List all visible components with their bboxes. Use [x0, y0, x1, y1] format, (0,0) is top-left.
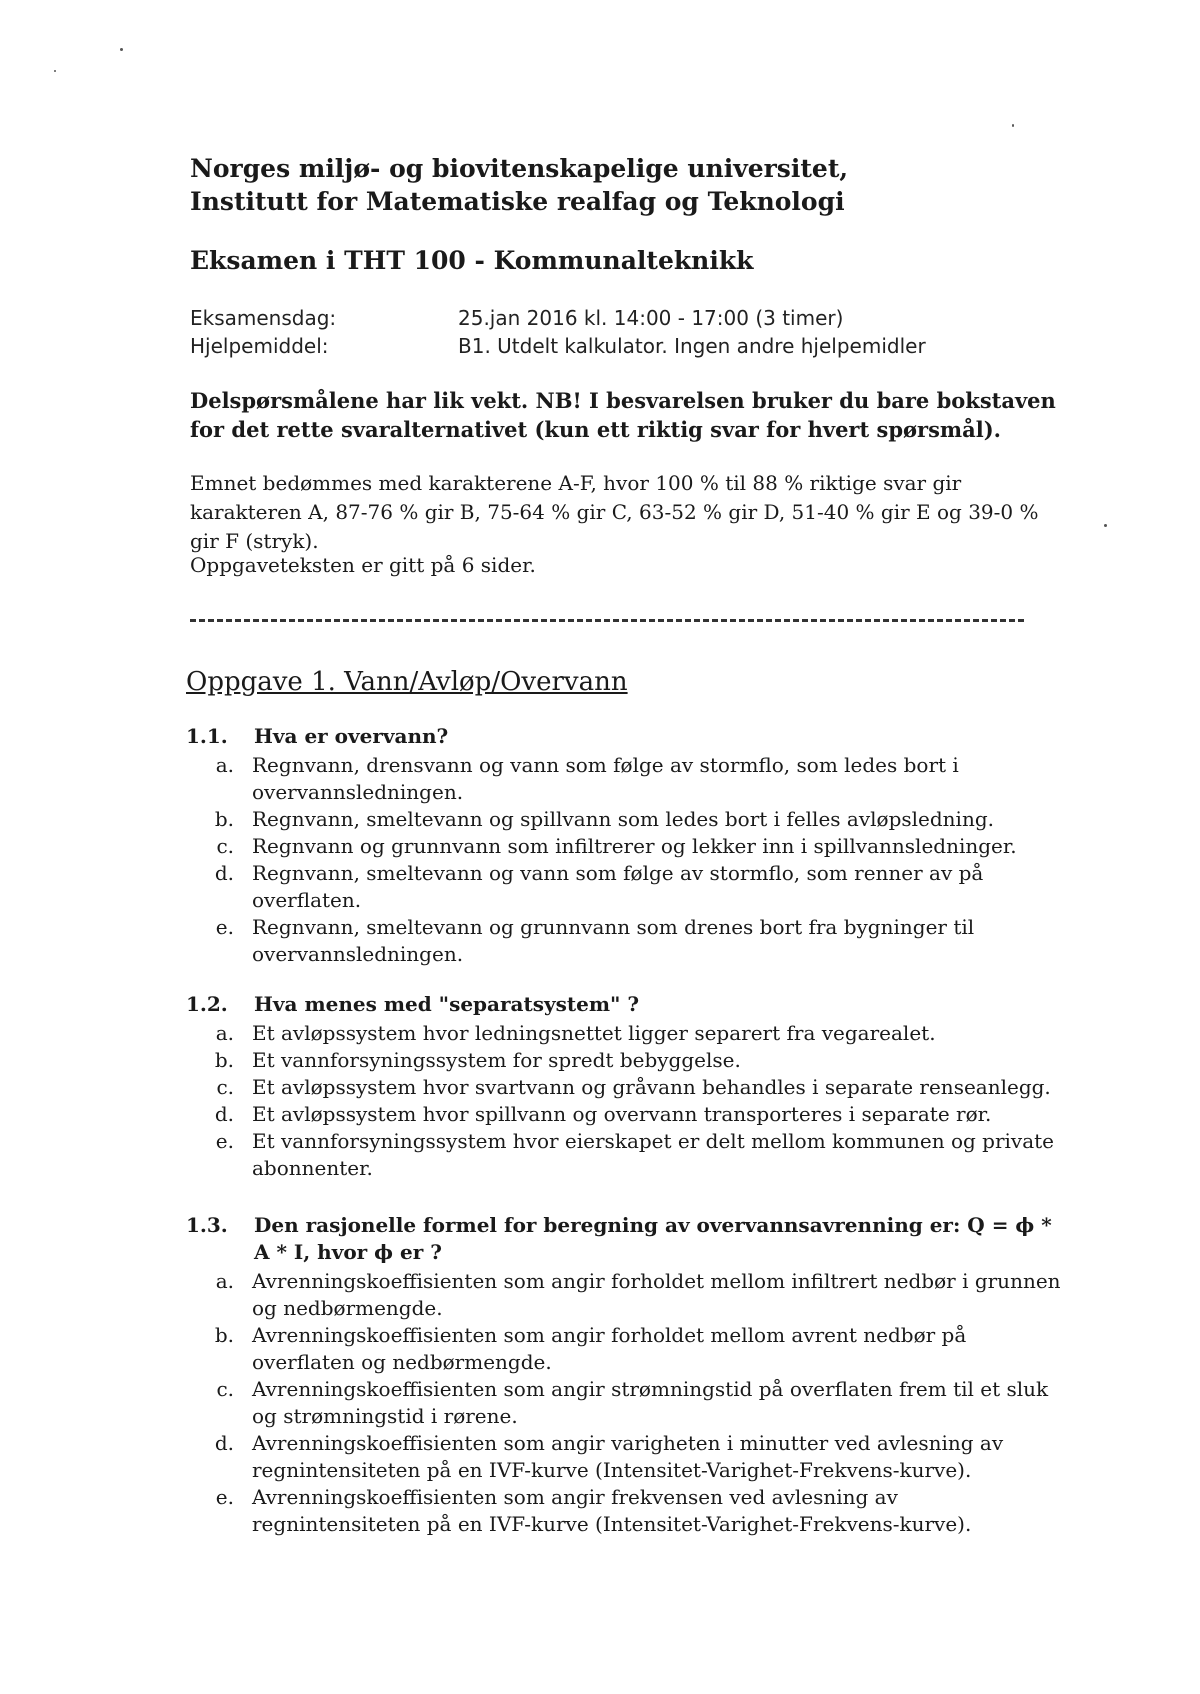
- answer-letter: a.: [215, 1021, 234, 1045]
- answer-letter: d.: [214, 861, 234, 885]
- question-1-3: [186, 1212, 1066, 1538]
- answer-text: Regnvann, smeltevann og spillvann som ledes bort i felles avløpsledning.: [252, 807, 994, 831]
- answer-letter: c.: [216, 834, 234, 858]
- scan-speck: [1012, 124, 1014, 127]
- answer-option: [186, 914, 1066, 968]
- answer-option: [186, 1268, 1066, 1322]
- institution-heading: [190, 152, 848, 218]
- answer-text: Regnvann og grunnvann som infiltrerer og lekker inn i spillvannsledninger.: [252, 834, 1017, 858]
- answer-letter: c.: [216, 1075, 234, 1099]
- answer-option: [186, 752, 1066, 806]
- answer-list: [186, 752, 1066, 968]
- answer-text: Et vannforsyningssystem hvor eierskapet er delt mellom kommunen og private abonnenter.: [252, 1129, 1055, 1180]
- question-text: Hva menes med "separatsystem" ?: [254, 992, 640, 1016]
- answer-letter: a.: [215, 1269, 234, 1293]
- answer-option: [186, 806, 1066, 833]
- answer-option: [186, 1020, 1066, 1047]
- answer-option: [186, 833, 1066, 860]
- answer-list: [186, 1268, 1066, 1538]
- answer-option: [186, 1128, 1066, 1182]
- answer-option: [186, 1430, 1066, 1484]
- question-number: 1.1.: [186, 724, 228, 748]
- aids-label: Hjelpemiddel:: [190, 334, 329, 358]
- answer-letter: d.: [214, 1431, 234, 1455]
- question-header: [186, 991, 1066, 1018]
- answer-option: [186, 1101, 1066, 1128]
- answer-text: Et avløpssystem hvor ledningsnettet ligger separert fra vegarealet.: [252, 1021, 936, 1045]
- answer-option: [186, 1484, 1066, 1538]
- answer-letter: a.: [215, 753, 234, 777]
- department-name: Institutt for Matematiske realfag og Teknologi: [190, 187, 845, 216]
- question-1-2: [186, 991, 1066, 1182]
- answer-letter: e.: [215, 915, 234, 939]
- answer-text: Avrenningskoeffisienten som angir forholdet mellom infiltrert nedbør i grunnen og nedbørmengde.: [252, 1269, 1061, 1320]
- answer-list: [186, 1020, 1066, 1182]
- exam-instructions: Delspørsmålene har lik vekt. NB! I besvarelsen bruker du bare bokstaven for det rette svaralternativet (kun ett riktig svar for hvert spørsmål).: [190, 388, 1056, 442]
- answer-text: Et avløpssystem hvor spillvann og overvann transporteres i separate rør.: [252, 1102, 992, 1126]
- scan-speck: [54, 70, 56, 72]
- section-title: Oppgave 1. Vann/Avløp/Overvann: [186, 667, 628, 697]
- answer-letter: d.: [214, 1102, 234, 1126]
- answer-letter: b.: [214, 1048, 234, 1072]
- answer-text: Avrenningskoeffisienten som angir varigheten i minutter ved avlesning av regnintensiteten på en IVF-kurve (Intensitet-Varighet-Frekvens-kurve).: [252, 1431, 1004, 1482]
- institution-name: Norges miljø- og biovitenskapelige universitet,: [190, 154, 849, 183]
- question-header: [186, 723, 1066, 750]
- answer-text: Regnvann, drensvann og vann som følge av stormflo, som ledes bort i overvannsledningen.: [252, 753, 959, 804]
- exam-date-value: 25.jan 2016 kl. 14:00 - 17:00 (3 timer): [458, 306, 844, 330]
- answer-text: Avrenningskoeffisienten som angir strømningstid på overflaten frem til et sluk og strømningstid i rørene.: [252, 1377, 1049, 1428]
- answer-text: Et vannforsyningssystem for spredt bebyggelse.: [252, 1048, 741, 1072]
- answer-option: [186, 1376, 1066, 1430]
- answer-text: Avrenningskoeffisienten som angir frekvensen ved avlesning av regnintensiteten på en IVF-kurve (Intensitet-Varighet-Frekvens-kurve).: [252, 1485, 972, 1536]
- answer-letter: c.: [216, 1377, 234, 1401]
- grading-info: Emnet bedømmes med karakterene A-F, hvor 100 % til 88 % riktige svar gir karakteren A, 87-76 % gir B, 75-64 % gir C, 63-52 % gir D, 51-40 % gir E og 39-0 % gir F (stryk).: [190, 471, 1039, 553]
- question-header: [186, 1212, 1066, 1266]
- answer-text: Regnvann, smeltevann og grunnvann som drenes bort fra bygninger til overvannsledningen.: [252, 915, 975, 966]
- answer-option: [186, 1322, 1066, 1376]
- answer-letter: e.: [215, 1485, 234, 1509]
- answer-option: [186, 1047, 1066, 1074]
- question-1-1: [186, 723, 1066, 968]
- aids-value: B1. Utdelt kalkulator. Ingen andre hjelpemidler: [458, 334, 926, 358]
- answer-letter: b.: [214, 1323, 234, 1347]
- section-divider: [190, 619, 1024, 622]
- question-number: 1.2.: [186, 992, 228, 1016]
- answer-text: Avrenningskoeffisienten som angir forholdet mellom avrent nedbør på overflaten og nedbørmengde.: [252, 1323, 967, 1374]
- answer-letter: b.: [214, 807, 234, 831]
- answer-text: Regnvann, smeltevann og vann som følge av stormflo, som renner av på overflaten.: [252, 861, 984, 912]
- answer-option: [186, 860, 1066, 914]
- question-text: Hva er overvann?: [254, 724, 449, 748]
- scan-speck: [1104, 524, 1107, 527]
- question-number: 1.3.: [186, 1213, 228, 1237]
- exam-date-label: Eksamensdag:: [190, 306, 337, 330]
- answer-text: Et avløpssystem hvor svartvann og gråvann behandles i separate renseanlegg.: [252, 1075, 1051, 1099]
- exam-title: Eksamen i THT 100 - Kommunalteknikk: [190, 246, 754, 275]
- answer-letter: e.: [215, 1129, 234, 1153]
- question-text: Den rasjonelle formel for beregning av overvannsavrenning er: Q = ϕ * A * I, hvor ϕ er ?: [254, 1213, 1052, 1264]
- pages-note: Oppgaveteksten er gitt på 6 sider.: [190, 553, 536, 577]
- scan-speck: [120, 48, 123, 51]
- answer-option: [186, 1074, 1066, 1101]
